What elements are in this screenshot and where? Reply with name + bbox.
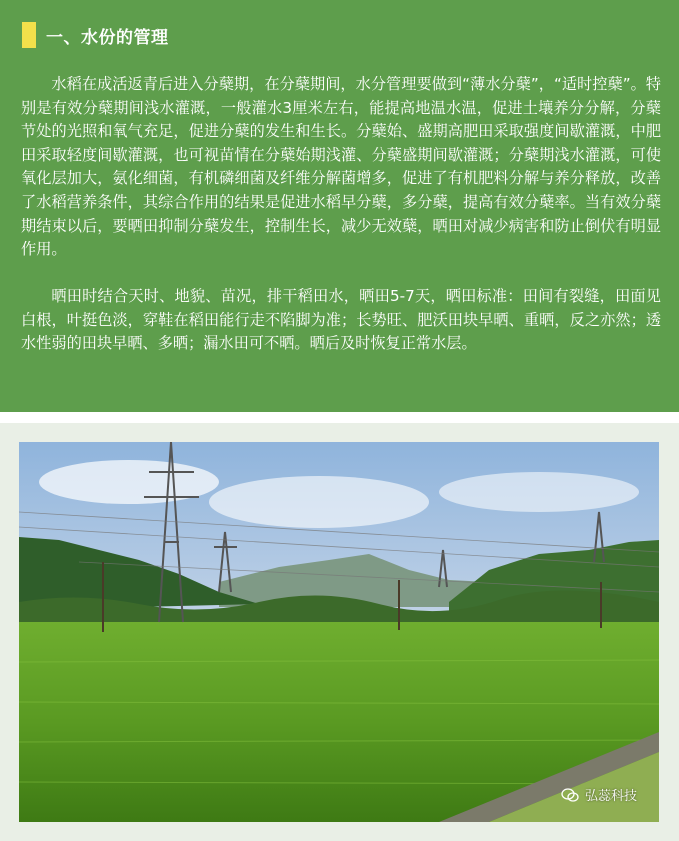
paragraph-1: 水稻在成活返青后进入分蘖期，在分蘖期间，水分管理要做到“薄水分蘖”，“适时控蘖”。特别是有效分蘖期间浅水灌溉，一般灌水3厘米左右，能提高地温水温，促进土壤养分分解，分蘖节处的光照和氧气充足，促进分蘖的发生和生长。分蘖始、盛期高肥田采取强度间歇灌溉，中肥田采取轻度间歇灌溉，也可视苗情在分蘖始期浅灌、分蘖盛期间歇灌溉；分蘖期浅水灌溉，可使氧化层加大，氨化细菌，有机磷细菌及纤维分解菌增多，促进了有机肥料分解与养分释放，改善了水稻营养条件，其综合作用的结果是促进水稻早分蘖，多分蘖，提高有效分蘖率。当有效分蘖期结束以后，要晒田抑制分蘖发生，控制生长，减少无效蘖，晒田对减少病害和防止倒伏有明显作用。	[21, 75, 661, 259]
paragraph-2: 晒田时结合天时、地貌、苗况，排干稻田水，晒田5-7天，晒田标准：田间有裂缝，田面见白根，叶挺色淡，穿鞋在稻田能行走不陷脚为准；长势旺、肥沃田块早晒、重晒，反之亦然；透水性弱的田块早晒、多晒；漏水田可不晒。晒后及时恢复正常水层。	[21, 287, 661, 353]
accent-bar	[22, 22, 36, 48]
section-title: 一、水份的管理	[46, 27, 169, 48]
watermark	[561, 785, 637, 804]
watermark-text: 弘蕊科技	[584, 789, 637, 804]
section-heading	[22, 22, 169, 48]
wechat-icon	[561, 788, 579, 802]
photo-frame	[0, 423, 679, 841]
text-card	[0, 0, 679, 412]
rice-field-photo	[19, 442, 659, 822]
